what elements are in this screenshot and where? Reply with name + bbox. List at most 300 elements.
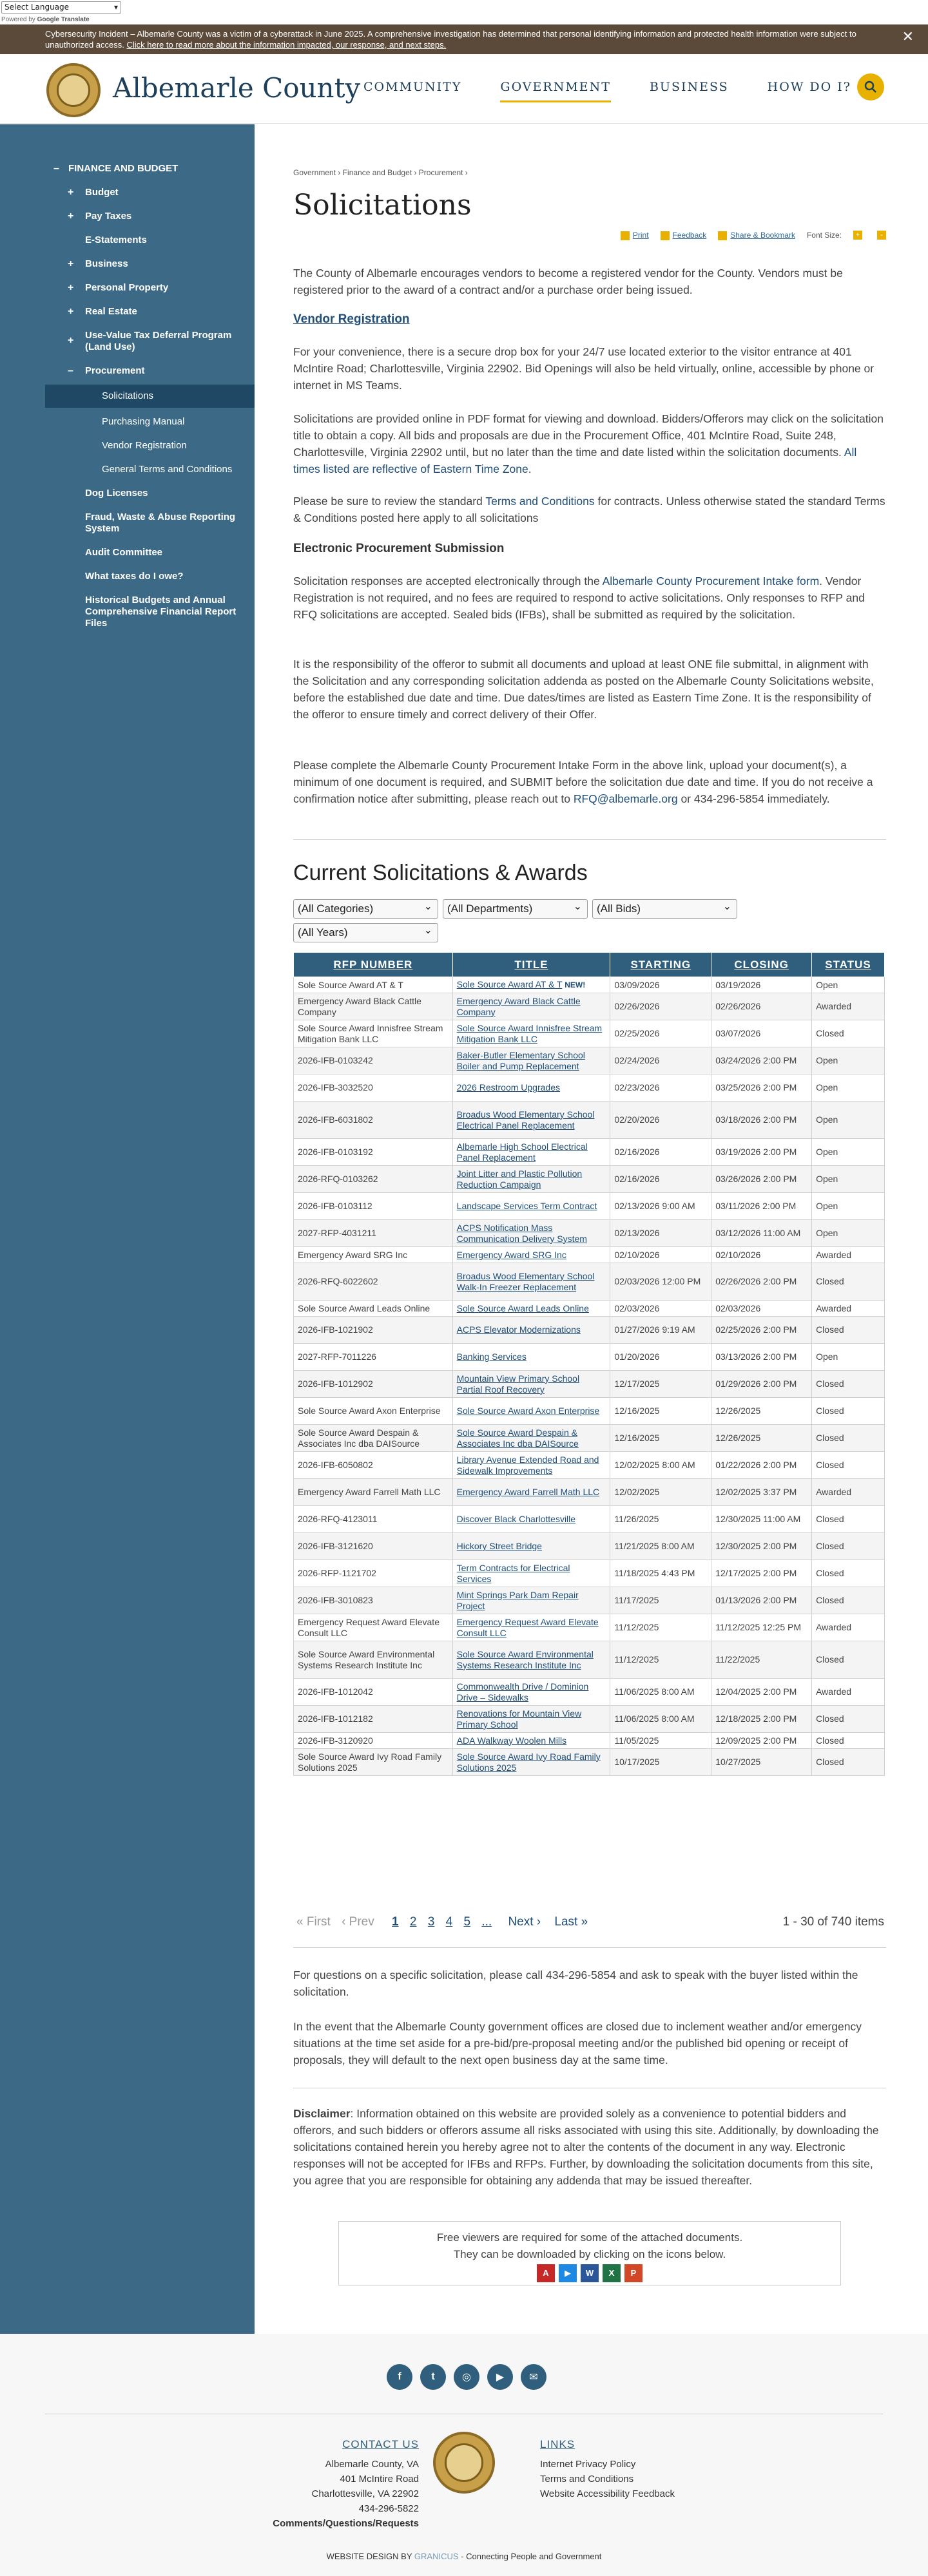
county-seal-logo[interactable]: [46, 63, 101, 117]
cell-title[interactable]: [452, 1102, 610, 1139]
seal-center: [57, 73, 90, 107]
contact-line: Charlottesville, VA 22902: [311, 2488, 419, 2499]
dropbox-paragraph: [293, 343, 886, 394]
viewer-icons: [339, 2264, 840, 2282]
solicitation-title-link[interactable]: Sole Source Award Despain & Associates Inc dba DAISource: [456, 1427, 579, 1449]
facebook-icon[interactable]: f: [387, 2364, 412, 2390]
year-filter[interactable]: (All Years) ⌄: [293, 923, 438, 942]
header-status[interactable]: STATUS: [812, 953, 885, 977]
design-credit-tagline: - Connecting People and Government: [461, 2552, 602, 2561]
cell-title[interactable]: [452, 1263, 610, 1301]
cell-title[interactable]: [452, 993, 610, 1020]
cell-status: Awarded: [812, 1479, 885, 1506]
expand-icon: +: [68, 335, 74, 346]
sidebar-item-pay-taxes[interactable]: [45, 211, 255, 225]
cell-status: Open: [812, 1074, 885, 1102]
cell-title[interactable]: [452, 1560, 610, 1587]
intro-text: The County of Albemarle encourages vendors to become a registered vendor for the County. Vendors must be registered prior to the award of a contract and/or a purchase order being issued.: [293, 267, 843, 296]
sidebar-item-audit-committee[interactable]: [45, 547, 255, 561]
table-row[interactable]: [294, 1020, 885, 1047]
divider: [293, 839, 886, 840]
cybersecurity-alert: [0, 24, 928, 54]
solicitation-title-link[interactable]: Mountain View Primary School Partial Roof Recovery: [456, 1373, 580, 1395]
cell-closing: 12/30/2025 11:00 AM: [711, 1506, 812, 1533]
terms-and-conditions-link[interactable]: Terms and Conditions: [485, 495, 595, 508]
contact-title: CONTACT US: [342, 2438, 419, 2450]
cell-status: Awarded: [812, 1679, 885, 1706]
cell-starting: 02/13/2026: [610, 1220, 711, 1247]
sidebar-item-land-use[interactable]: [45, 330, 255, 356]
sidebar-item-label: Business: [85, 258, 128, 269]
intro-paragraph: [293, 265, 886, 298]
solicitation-title-link[interactable]: Sole Source Award Environmental Systems Research Institute Inc: [456, 1648, 594, 1670]
cell-rfp-number: Sole Source Award Ivy Road Family Solutions 2025: [294, 1749, 453, 1776]
eastern-time-link[interactable]: All times listed are reflective of Eastern Time Zone: [293, 446, 857, 475]
sidebar-item-finance-and-budget[interactable]: [45, 163, 255, 177]
cell-title[interactable]: [452, 1344, 610, 1371]
top-nav: [363, 80, 890, 102]
nav-business[interactable]: BUSINESS: [649, 80, 729, 94]
pager-page-3[interactable]: 3: [427, 1915, 435, 1929]
cell-title[interactable]: [452, 1193, 610, 1220]
pager-page-1[interactable]: 1: [392, 1915, 399, 1929]
translate-link[interactable]: Translate: [61, 16, 90, 23]
department-filter[interactable]: (All Departments) ⌄: [443, 899, 588, 919]
solicitation-title-link[interactable]: ACPS Notification Mass Communication Delivery System: [456, 1222, 587, 1244]
table-row[interactable]: [294, 1425, 885, 1452]
pager-page-2[interactable]: 2: [409, 1915, 417, 1929]
cell-title[interactable]: [452, 1074, 610, 1102]
pdf-viewer-icon[interactable]: A: [537, 2264, 555, 2282]
solicitation-title-link[interactable]: Emergency Award Black Cattle Company: [456, 995, 581, 1017]
cell-rfp-number: 2026-IFB-6050802: [294, 1452, 453, 1479]
cell-starting: 02/03/2026 12:00 PM: [610, 1263, 711, 1301]
table-row[interactable]: [294, 1074, 885, 1102]
table-row[interactable]: [294, 1193, 885, 1220]
expand-icon: +: [68, 258, 74, 269]
table-row[interactable]: [294, 1533, 885, 1560]
powerpoint-viewer-icon[interactable]: P: [624, 2264, 643, 2282]
page-title: Solicitations: [293, 189, 472, 222]
sidebar-item-what-taxes[interactable]: [45, 571, 255, 585]
cell-title[interactable]: [452, 1452, 610, 1479]
table-row[interactable]: [294, 1679, 885, 1706]
epro-text-a: Solicitation responses are accepted electronically through the: [293, 575, 600, 587]
nav-community[interactable]: COMMUNITY: [363, 80, 462, 94]
solicitation-title-link[interactable]: Renovations for Mountain View Primary School: [456, 1708, 582, 1730]
pagination: [296, 1915, 884, 1929]
table-row[interactable]: [294, 1479, 885, 1506]
twitter-icon[interactable]: t: [420, 2364, 446, 2390]
sidebar-item-vendor-registration[interactable]: [45, 440, 255, 454]
cell-title[interactable]: [452, 1247, 610, 1263]
sidebar-item-label: Vendor Registration: [102, 440, 187, 451]
cell-status: Closed: [812, 1533, 885, 1560]
solicitation-title-link[interactable]: Library Avenue Extended Road and Sidewalk Improvements: [456, 1454, 599, 1476]
weather-text: In the event that the Albemarle County government offices are closed due to inclement weather and/or emergency situations at the time set aside for a pre-bid/pre-proposal meeting and/or the published bid opening or receipt of proposals, they will default to the next open business day at the same time.: [293, 2020, 862, 2066]
questions-text: For questions on a specific solicitation, please call 434-296-5854 and ask to speak with the buyer listed within the solicitation.: [293, 1969, 858, 1998]
cell-rfp-number: 2026-RFP-1121702: [294, 1560, 453, 1587]
solicitation-title-link[interactable]: Joint Litter and Plastic Pollution Reduction Campaign: [456, 1168, 583, 1190]
cell-title[interactable]: [452, 1047, 610, 1074]
solicitation-title-link[interactable]: Albemarle High School Electrical Panel Replacement: [456, 1141, 588, 1163]
cell-status: Closed: [812, 1020, 885, 1047]
table-row[interactable]: [294, 1398, 885, 1425]
table-row[interactable]: [294, 1452, 885, 1479]
cell-rfp-number: 2026-IFB-0103112: [294, 1193, 453, 1220]
solicitation-title-link[interactable]: Mint Springs Park Dam Repair Project: [456, 1589, 579, 1611]
cell-title[interactable]: [452, 1533, 610, 1560]
terms-link[interactable]: Terms and Conditions: [540, 2474, 634, 2485]
complete-text-b: or 434-296-5854 immediately.: [681, 792, 830, 805]
feedback-tool[interactable]: [661, 231, 707, 240]
cell-closing: 02/25/2026 2:00 PM: [711, 1317, 812, 1344]
solicitation-title-link[interactable]: Hickory Street Bridge: [456, 1541, 542, 1551]
table-row[interactable]: [294, 1247, 885, 1263]
table-row[interactable]: [294, 1102, 885, 1139]
cell-title[interactable]: [452, 1371, 610, 1398]
cell-starting: 11/12/2025: [610, 1641, 711, 1679]
cell-closing: 12/26/2025: [711, 1425, 812, 1452]
contact-line: 401 McIntire Road: [340, 2474, 419, 2485]
solicitation-title-link[interactable]: Commonwealth Drive / Dominion Drive – Sidewalks: [456, 1681, 589, 1703]
solicitation-title-link[interactable]: Broadus Wood Elementary School Walk-In Freezer Replacement: [456, 1270, 595, 1292]
cell-status: Closed: [812, 1560, 885, 1587]
granicus-link[interactable]: GRANICUS: [414, 2552, 459, 2561]
pdf-period: .: [528, 463, 532, 475]
cell-title[interactable]: [452, 1679, 610, 1706]
cell-title[interactable]: [452, 1166, 610, 1193]
header-closing[interactable]: CLOSING: [711, 953, 812, 977]
sidebar-item-label: Use-Value Tax Deferral Program (Land Use): [85, 330, 232, 352]
footer-seal-logo: [433, 2432, 495, 2494]
solicitation-title-link[interactable]: Emergency Award Farrell Math LLC: [456, 1487, 600, 1497]
cell-title[interactable]: [452, 1220, 610, 1247]
media-viewer-icon[interactable]: ▶: [559, 2264, 577, 2282]
cell-closing: 03/26/2026 2:00 PM: [711, 1166, 812, 1193]
cell-status: Open: [812, 1344, 885, 1371]
table-row[interactable]: [294, 1371, 885, 1398]
cell-starting: 11/12/2025: [610, 1614, 711, 1641]
cell-closing: 03/07/2026: [711, 1020, 812, 1047]
sidebar-item-label: E-Statements: [85, 234, 147, 245]
header-title[interactable]: TITLE: [452, 953, 610, 977]
cell-status: Awarded: [812, 993, 885, 1020]
sidebar-item-label: Historical Budgets and Annual Comprehensive Financial Report Files: [85, 595, 237, 629]
accessibility-feedback-link[interactable]: Website Accessibility Feedback: [540, 2488, 675, 2499]
cell-status: Awarded: [812, 1301, 885, 1317]
cell-rfp-number: 2026-IFB-1012902: [294, 1371, 453, 1398]
cell-rfp-number: 2026-IFB-3121620: [294, 1533, 453, 1560]
cell-title[interactable]: [452, 1706, 610, 1733]
font-decrease-button[interactable]: -: [877, 231, 886, 240]
cell-title[interactable]: [452, 1506, 610, 1533]
table-row[interactable]: [294, 1614, 885, 1641]
cell-status: Open: [812, 1047, 885, 1074]
cell-title[interactable]: [452, 1301, 610, 1317]
solicitation-title-link[interactable]: Sole Source Award Axon Enterprise: [456, 1406, 600, 1416]
search-icon: [864, 81, 877, 93]
language-select[interactable]: [1, 1, 121, 14]
vendor-registration-block: [293, 312, 886, 327]
site-title[interactable]: Albemarle County: [113, 72, 361, 104]
responsibility-paragraph: [293, 656, 886, 723]
links-title: LINKS: [540, 2438, 575, 2450]
cell-title[interactable]: [452, 1425, 610, 1452]
viewers-text-2: They can be downloaded by clicking on the icons below.: [453, 2248, 726, 2260]
cell-starting: 02/24/2026: [610, 1047, 711, 1074]
print-tool[interactable]: [621, 231, 649, 240]
table-row[interactable]: [294, 1749, 885, 1776]
share-tool[interactable]: [718, 231, 795, 240]
header-starting[interactable]: STARTING: [610, 953, 711, 977]
google-logo: Google: [37, 16, 60, 23]
close-icon[interactable]: ✕: [902, 28, 914, 44]
solicitation-title-link[interactable]: Broadus Wood Elementary School Electrical Panel Replacement: [456, 1109, 595, 1131]
table-row[interactable]: [294, 993, 885, 1020]
cell-closing: 12/09/2025 2:00 PM: [711, 1733, 812, 1749]
comments-link[interactable]: Comments/Questions/Requests: [273, 2518, 419, 2529]
cell-starting: 12/02/2025: [610, 1479, 711, 1506]
sidebar-item-budget[interactable]: [45, 187, 255, 201]
pager-page-4[interactable]: 4: [445, 1915, 453, 1929]
table-row[interactable]: [294, 1301, 885, 1317]
table-row[interactable]: [294, 1220, 885, 1247]
pdf-paragraph: [293, 410, 886, 477]
cell-closing: 03/19/2026: [711, 977, 812, 993]
sidebar-item-label: Purchasing Manual: [102, 416, 185, 427]
sidebar-item-real-estate[interactable]: [45, 306, 255, 320]
cell-status: Closed: [812, 1733, 885, 1749]
terms-text-a: Please be sure to review the standard: [293, 495, 483, 508]
email-icon[interactable]: ✉: [521, 2364, 546, 2390]
sidebar-item-label: Real Estate: [85, 306, 137, 317]
weather-paragraph: [293, 2018, 886, 2068]
solicitation-title-link[interactable]: Sole Source Award Innisfree Stream Mitigation Bank LLC: [456, 1022, 603, 1044]
cell-closing: 03/11/2026 2:00 PM: [711, 1193, 812, 1220]
cell-starting: 12/16/2025: [610, 1425, 711, 1452]
cell-rfp-number: Sole Source Award Despain & Associates Inc dba DAISource: [294, 1425, 453, 1452]
table-row[interactable]: [294, 1706, 885, 1733]
cell-starting: 12/16/2025: [610, 1398, 711, 1425]
solicitation-title-link[interactable]: Sole Source Award AT & T: [456, 979, 563, 989]
sidebar-item-label: Pay Taxes: [85, 211, 132, 222]
table-row[interactable]: [294, 1344, 885, 1371]
cell-closing: 12/02/2025 3:37 PM: [711, 1479, 812, 1506]
rfq-email-link[interactable]: RFQ@albemarle.org: [573, 792, 678, 805]
dropbox-text: For your convenience, there is a secure drop box for your 24/7 use located exterior to the visitor entrance at 401 McIntire Road; Charlottesville, Virginia 22902. Bid Openings will also be held virtually, online, accessible by phone or internet in MS Teams.: [293, 345, 875, 392]
cell-title[interactable]: [452, 1614, 610, 1641]
epro-heading: Electronic Procurement Submission: [293, 542, 505, 555]
complete-paragraph: [293, 757, 886, 807]
header-rfp-number[interactable]: RFP NUMBER: [294, 953, 453, 977]
solicitation-title-link[interactable]: Emergency Award SRG Inc: [456, 1249, 566, 1260]
excel-viewer-icon[interactable]: X: [603, 2264, 621, 2282]
solicitation-title-link[interactable]: ADA Walkway Woolen Mills: [456, 1735, 567, 1746]
cell-closing: 02/03/2026: [711, 1301, 812, 1317]
cell-starting: 02/23/2026: [610, 1074, 711, 1102]
site-footer: [0, 2334, 928, 2576]
table-row[interactable]: [294, 1166, 885, 1193]
instagram-icon[interactable]: ◎: [454, 2364, 479, 2390]
table-row[interactable]: [294, 1317, 885, 1344]
links-block: [540, 2437, 675, 2501]
cell-rfp-number: 2026-IFB-3032520: [294, 1074, 453, 1102]
cell-title[interactable]: [452, 1398, 610, 1425]
cell-starting: 02/10/2026: [610, 1247, 711, 1263]
word-viewer-icon[interactable]: W: [581, 2264, 599, 2282]
table-row[interactable]: [294, 1587, 885, 1614]
chevron-down-icon: ▾: [113, 3, 118, 12]
cell-rfp-number: Sole Source Award Leads Online: [294, 1301, 453, 1317]
contact-line: Albemarle County, VA: [325, 2459, 419, 2470]
cell-title[interactable]: [452, 1749, 610, 1776]
breadcrumb[interactable]: Government › Finance and Budget › Procurement ›: [293, 168, 468, 177]
category-filter[interactable]: (All Categories) ⌄: [293, 899, 438, 919]
solicitation-title-link[interactable]: Term Contracts for Electrical Services: [456, 1562, 570, 1584]
share-label: Share & Bookmark: [730, 231, 795, 240]
table-row[interactable]: [294, 977, 885, 993]
cell-status: Closed: [812, 1398, 885, 1425]
disclaimer-label: Disclaimer: [293, 2107, 351, 2120]
cell-starting: 11/06/2025 8:00 AM: [610, 1679, 711, 1706]
cell-starting: 12/02/2025 8:00 AM: [610, 1452, 711, 1479]
epro-text-b: . Vendor Registration is not required, and no fees are required to respond to active solicitations. Only responses to RFP and RFQ solicitations are accepted. Sealed bids (IFBs), shall be submitted as required by the solicitation.: [293, 575, 865, 621]
solicitation-title-link[interactable]: Sole Source Award Ivy Road Family Solutions 2025: [456, 1751, 601, 1773]
feedback-icon: [661, 231, 670, 240]
cell-title[interactable]: [452, 1733, 610, 1749]
cell-status: Closed: [812, 1317, 885, 1344]
cell-closing: 01/22/2026 2:00 PM: [711, 1452, 812, 1479]
sidebar-item-e-statements[interactable]: [45, 234, 255, 249]
sidebar-item-general-terms[interactable]: [45, 464, 255, 478]
nav-government[interactable]: GOVERNMENT: [500, 80, 611, 102]
feedback-label: Feedback: [672, 231, 707, 240]
cell-closing: 02/10/2026: [711, 1247, 812, 1263]
solicitation-title-link[interactable]: Sole Source Award Leads Online: [456, 1302, 589, 1313]
cell-title[interactable]: [452, 1641, 610, 1679]
cell-status: Open: [812, 1102, 885, 1139]
solicitation-title-link[interactable]: Baker-Butler Elementary School Boiler and Pump Replacement: [456, 1049, 585, 1071]
pager-ellipsis[interactable]: ...: [481, 1915, 492, 1929]
solicitations-section-title: Current Solicitations & Awards: [293, 861, 588, 885]
solicitation-title-link[interactable]: Emergency Request Award Elevate Consult LLC: [456, 1616, 599, 1638]
collapse-icon: –: [53, 163, 59, 174]
contact-phone[interactable]: 434-296-5822: [358, 2503, 419, 2514]
solicitations-table: [293, 952, 885, 1776]
pager-page-5[interactable]: 5: [463, 1915, 471, 1929]
sidebar-item-label: Dog Licenses: [85, 488, 148, 499]
solicitation-title-link[interactable]: Discover Black Charlottesville: [456, 1514, 576, 1524]
cell-title[interactable]: [452, 1317, 610, 1344]
solicitation-title-link[interactable]: Landscape Services Term Contract: [456, 1201, 597, 1211]
pager-last[interactable]: Last »: [554, 1915, 588, 1929]
cell-status: Open: [812, 1139, 885, 1166]
questions-paragraph: [293, 1967, 886, 2000]
cell-status: Awarded: [812, 1614, 885, 1641]
table-body: [294, 977, 885, 1776]
solicitation-title-link[interactable]: Banking Services: [456, 1351, 527, 1362]
cell-closing: 10/27/2025: [711, 1749, 812, 1776]
cell-title[interactable]: [452, 1139, 610, 1166]
sidebar-item-fraud-reporting[interactable]: [45, 511, 255, 537]
cell-status: Open: [812, 1193, 885, 1220]
disclaimer-paragraph: [293, 2105, 886, 2189]
search-button[interactable]: [857, 73, 884, 100]
pager-next[interactable]: Next ›: [508, 1915, 541, 1929]
table-header-row: [294, 953, 885, 977]
cell-starting: 02/26/2026: [610, 993, 711, 1020]
cell-closing: 02/26/2026: [711, 993, 812, 1020]
nav-how-do-i[interactable]: HOW DO I?: [767, 80, 851, 94]
table-row[interactable]: [294, 1047, 885, 1074]
solicitation-title-link[interactable]: ACPS Elevator Modernizations: [456, 1324, 581, 1335]
cell-rfp-number: 2026-IFB-0103242: [294, 1047, 453, 1074]
cell-starting: 12/17/2025: [610, 1371, 711, 1398]
cell-title[interactable]: [452, 1587, 610, 1614]
sidebar-item-label: FINANCE AND BUDGET: [68, 163, 179, 174]
divider: [293, 1947, 886, 1948]
cell-title[interactable]: [452, 1479, 610, 1506]
sidebar-item-historical-budgets[interactable]: [45, 595, 255, 632]
cell-rfp-number: 2026-RFQ-4123011: [294, 1506, 453, 1533]
cell-status: Closed: [812, 1425, 885, 1452]
cell-closing: 02/26/2026 2:00 PM: [711, 1263, 812, 1301]
cell-title[interactable]: [452, 977, 610, 993]
vendor-registration-link[interactable]: Vendor Registration: [293, 312, 410, 326]
bids-filter[interactable]: (All Bids) ⌄: [592, 899, 737, 919]
procurement-intake-form-link[interactable]: Albemarle County Procurement Intake form: [602, 575, 820, 587]
sidebar-item-purchasing-manual[interactable]: [45, 416, 255, 430]
cell-status: Closed: [812, 1706, 885, 1733]
cell-starting: 02/16/2026: [610, 1166, 711, 1193]
cell-rfp-number: 2026-RFQ-6022602: [294, 1263, 453, 1301]
translate-bar: [0, 0, 928, 24]
font-increase-button[interactable]: +: [853, 231, 862, 240]
cell-status: Closed: [812, 1641, 885, 1679]
cell-closing: 12/04/2025 2:00 PM: [711, 1679, 812, 1706]
cell-starting: 02/13/2026 9:00 AM: [610, 1193, 711, 1220]
table-row[interactable]: [294, 1733, 885, 1749]
epro-paragraph: [293, 573, 886, 623]
cell-title[interactable]: [452, 1020, 610, 1047]
sidebar-item-solicitations[interactable]: [45, 385, 255, 408]
youtube-icon[interactable]: ▶: [487, 2364, 513, 2390]
terms-text-b: for contracts. Unless otherwise stated the standard Terms & Conditions posted here apply to all solicitations: [293, 495, 885, 524]
cell-starting: 02/16/2026: [610, 1139, 711, 1166]
new-badge: NEW!: [565, 980, 586, 989]
viewers-text-1: Free viewers are required for some of the attached documents.: [436, 2231, 743, 2244]
cell-rfp-number: Sole Source Award AT & T: [294, 977, 453, 993]
alert-link[interactable]: Click here to read more about the information impacted, our response, and next steps.: [126, 40, 447, 50]
table-row[interactable]: [294, 1506, 885, 1533]
solicitation-title-link[interactable]: 2026 Restroom Upgrades: [456, 1082, 560, 1092]
powered-by-label: Powered by: [1, 16, 35, 23]
sidebar-item-procurement[interactable]: [45, 365, 255, 379]
table-row[interactable]: [294, 1560, 885, 1587]
table-row[interactable]: [294, 1641, 885, 1679]
cell-rfp-number: 2026-IFB-3010823: [294, 1587, 453, 1614]
cell-status: Open: [812, 977, 885, 993]
table-row[interactable]: [294, 1139, 885, 1166]
table-row[interactable]: [294, 1263, 885, 1301]
cell-closing: 03/12/2026 11:00 AM: [711, 1220, 812, 1247]
cell-closing: 03/13/2026 2:00 PM: [711, 1344, 812, 1371]
sidebar-item-personal-property[interactable]: [45, 282, 255, 296]
privacy-policy-link[interactable]: Internet Privacy Policy: [540, 2459, 636, 2470]
sidebar-item-business[interactable]: [45, 258, 255, 272]
sidebar-item-dog-licenses[interactable]: [45, 488, 255, 502]
